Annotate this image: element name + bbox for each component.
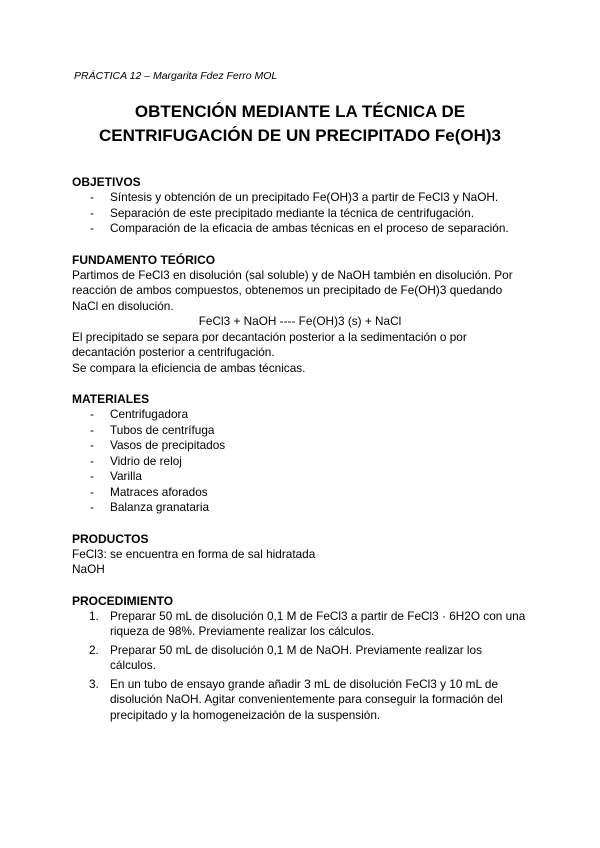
list-item [72, 454, 528, 470]
list-item [72, 206, 528, 222]
list-item [72, 609, 528, 640]
objetivos-list [72, 190, 528, 237]
list-item-text: Preparar 50 mL de disolución 0,1 M de FeCl3 a partir de FeCl3 · 6H2O con una riqueza de 98%. Previamente realizar los cálculos. [110, 608, 526, 638]
section-heading-productos: PRODUCTOS [72, 531, 149, 546]
section-materiales [72, 391, 528, 516]
list-marker: 2. [89, 642, 99, 657]
list-item [72, 677, 528, 724]
section-fundamento [72, 252, 528, 377]
reaction-equation: FeCl3 + NaOH ---- Fe(OH)3 (s) + NaCl [198, 314, 402, 328]
list-marker: - [90, 453, 94, 468]
section-heading-fundamento: FUNDAMENTO TEÓRICO [72, 252, 216, 267]
list-item [72, 190, 528, 206]
list-marker: - [90, 221, 94, 235]
list-marker: - [90, 469, 94, 483]
section-heading-materiales: MATERIALES [72, 392, 150, 406]
list-item-text: Comparación de la eficacia de ambas técnicas en el proceso de separación. [110, 221, 509, 235]
list-marker: - [90, 190, 94, 204]
page-header: PRÁCTICA 12 – Margarita Fdez Ferro MOL [74, 70, 278, 82]
section-productos [72, 531, 528, 578]
list-marker: - [90, 500, 94, 514]
section-heading-objetivos: OBJETIVOS [72, 175, 141, 189]
list-item-text: Tubos de centrífuga [110, 422, 215, 437]
productos-line-2: NaOH [72, 562, 105, 576]
list-item [72, 423, 528, 439]
list-item-text: Vasos de precipitados [110, 438, 226, 452]
list-item-text: Preparar 50 mL de disolución 0,1 M de NaOH. Previamente realizar los cálculos. [110, 642, 482, 672]
list-marker: - [90, 484, 94, 499]
section-heading-procedimiento: PROCEDIMIENTO [72, 593, 174, 608]
list-item [72, 643, 528, 674]
list-item [72, 500, 528, 516]
section-objetivos [72, 174, 528, 237]
fundamento-paragraph-2: El precipitado se separa por decantación posterior a la sedimentación o por decantación posterior a centrifugación. [72, 329, 467, 359]
list-item-text: Centrifugadora [110, 407, 189, 421]
section-procedimiento [72, 593, 528, 724]
list-item-text: Matraces aforados [110, 484, 208, 499]
list-marker: - [90, 205, 94, 220]
list-item [72, 407, 528, 423]
list-item [72, 485, 528, 501]
list-item-text: Vidrio de reloj [110, 453, 182, 468]
productos-line-1: FeCl3: se encuentra en forma de sal hidratada [72, 546, 316, 561]
list-marker: - [90, 422, 94, 437]
list-marker: - [90, 438, 94, 452]
list-item-text: Síntesis y obtención de un precipitado Fe(OH)3 a partir de FeCl3 y NaOH. [110, 190, 499, 204]
list-item [72, 469, 528, 485]
document-title [72, 100, 528, 148]
list-item-text: Varilla [110, 469, 142, 483]
list-item [72, 438, 528, 454]
title-line-2: CENTRIFUGACIÓN DE UN PRECIPITADO Fe(OH)3 [98, 126, 502, 145]
fundamento-paragraph-1: Partimos de FeCl3 en disolución (sal soluble) y de NaOH también en disolución. Por reacción de ambos compuestos, obtenemos un precipitado de Fe(OH)3 quedando NaCl en disolución. [72, 267, 513, 313]
list-marker: - [90, 407, 94, 421]
list-marker: 1. [89, 608, 99, 623]
list-item [72, 221, 528, 237]
materiales-list [72, 407, 528, 516]
list-marker: 3. [89, 676, 99, 691]
list-item-text: Separación de este precipitado mediante la técnica de centrifugación. [110, 205, 474, 220]
fundamento-paragraph-3: Se compara la eficiencia de ambas técnicas. [72, 360, 306, 375]
list-item-text: En un tubo de ensayo grande añadir 3 mL de disolución FeCl3 y 10 mL de disolución NaOH. Agitar convenientemente para conseguir la formación del precipitado y la homogeneización de la suspensión. [110, 676, 503, 722]
title-line-1: OBTENCIÓN MEDIANTE LA TÉCNICA DE [134, 102, 466, 121]
procedimiento-list [72, 609, 528, 724]
list-item-text: Balanza granataria [110, 500, 210, 514]
